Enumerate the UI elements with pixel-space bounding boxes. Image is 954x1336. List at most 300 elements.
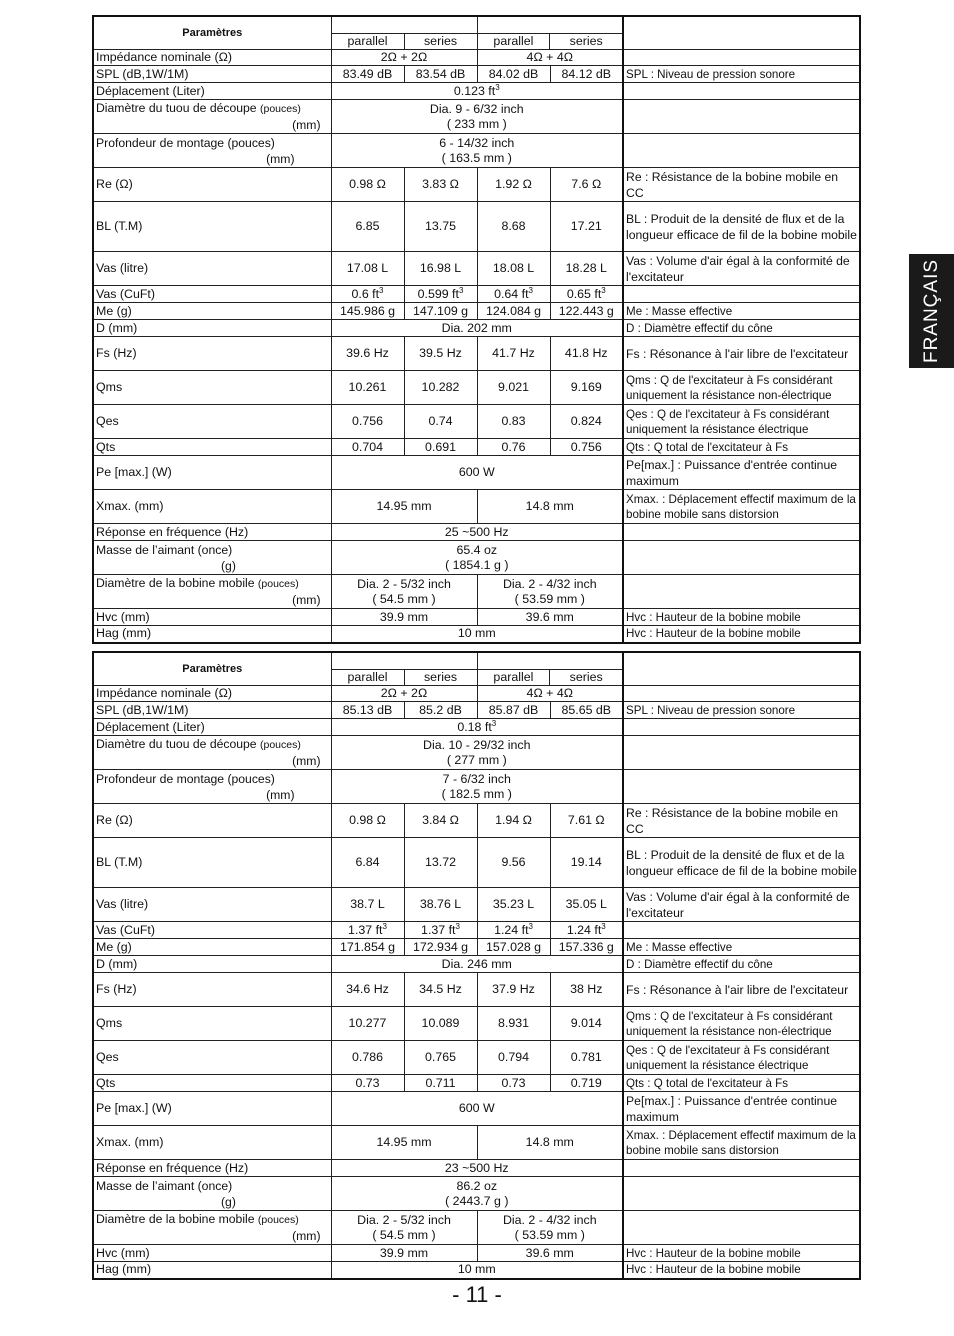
param-header bbox=[93, 16, 331, 50]
qms-cell bbox=[331, 371, 404, 405]
re-cell bbox=[477, 168, 550, 202]
table-row bbox=[93, 702, 860, 719]
me-label-text: Me (g) bbox=[96, 939, 132, 954]
impedance-a-cell bbox=[331, 686, 477, 702]
qes-value: 0.74 bbox=[428, 414, 453, 428]
coil-mm-label: (mm) bbox=[292, 1229, 321, 1243]
displacement-label bbox=[93, 83, 331, 100]
qes-value: 0.794 bbox=[498, 1050, 530, 1064]
fs-value: 39.6 Hz bbox=[346, 346, 389, 360]
xmax-b-cell bbox=[477, 1126, 623, 1160]
d-note bbox=[623, 956, 860, 973]
table-row bbox=[93, 838, 860, 888]
qms-value: 10.261 bbox=[348, 380, 387, 394]
me-value: 147.109 g bbox=[412, 303, 469, 318]
language-label: FRANÇAIS bbox=[920, 258, 942, 364]
qts-cell bbox=[404, 1075, 477, 1092]
re-label bbox=[93, 804, 331, 838]
spl-value: 85.87 dB bbox=[488, 702, 539, 717]
freq-label bbox=[93, 524, 331, 541]
table-row bbox=[93, 303, 860, 320]
fs-cell bbox=[550, 973, 623, 1007]
d-label bbox=[93, 956, 331, 973]
fs-cell bbox=[550, 337, 623, 371]
d-note-text: D : Diamètre effectif du cône bbox=[626, 321, 773, 335]
spl-cell bbox=[331, 702, 404, 719]
table-row bbox=[93, 719, 860, 736]
table-row bbox=[93, 575, 860, 609]
displacement-cell bbox=[331, 83, 623, 100]
fs-cell bbox=[477, 337, 550, 371]
qts-note bbox=[623, 1075, 860, 1092]
qts-cell bbox=[477, 439, 550, 456]
qes-cell bbox=[404, 405, 477, 439]
qes-cell bbox=[550, 405, 623, 439]
qms-note bbox=[623, 371, 860, 405]
spl-value: 83.49 dB bbox=[342, 66, 393, 81]
me-label bbox=[93, 939, 331, 956]
magnet-oz: 86.2 oz bbox=[456, 1178, 498, 1193]
empty-note bbox=[623, 575, 860, 609]
empty-note bbox=[623, 286, 860, 303]
bl-value: 19.14 bbox=[570, 855, 602, 869]
qes-note bbox=[623, 1041, 860, 1075]
hvc-a: 39.9 mm bbox=[379, 609, 429, 624]
hag-note bbox=[623, 626, 860, 643]
vas-cuft-value: 1.24 ft bbox=[566, 922, 602, 937]
hvc-note bbox=[623, 1245, 860, 1262]
vas-cuft-cell bbox=[550, 286, 623, 303]
cutout-mm-label: (mm) bbox=[292, 118, 321, 132]
coil-a-mm: ( 54.5 mm ) bbox=[372, 591, 436, 606]
table-row bbox=[93, 286, 860, 303]
spl-label bbox=[93, 702, 331, 719]
empty-note bbox=[623, 16, 860, 50]
re-label-text: Re (Ω) bbox=[96, 177, 133, 191]
magnet-cell bbox=[331, 1177, 623, 1211]
table-row bbox=[93, 956, 860, 973]
table-row bbox=[93, 83, 860, 100]
re-value: 7.6 Ω bbox=[571, 177, 602, 191]
xmax-note bbox=[623, 1126, 860, 1160]
vas-note-text: Vas : Volume d'air égal à la conformité de l'excitateur bbox=[626, 253, 850, 284]
spl-note bbox=[623, 702, 860, 719]
coil-mm-label: (mm) bbox=[292, 593, 321, 607]
coil-a-inch: Dia. 2 - 5/32 inch bbox=[357, 1212, 451, 1227]
bl-cell bbox=[477, 202, 550, 252]
cutout-unit: (pouces) bbox=[259, 103, 301, 115]
parallel-header: parallel bbox=[332, 670, 405, 685]
re-value: 1.94 Ω bbox=[495, 813, 532, 827]
re-value: 0.98 Ω bbox=[349, 813, 386, 827]
qms-cell bbox=[477, 371, 550, 405]
spl-note-text: SPL : Niveau de pression sonore bbox=[626, 703, 796, 717]
vas-cuft-cell bbox=[550, 922, 623, 939]
table-row bbox=[93, 626, 860, 643]
me-value: 157.336 g bbox=[558, 939, 614, 954]
pe-label bbox=[93, 456, 331, 490]
qts-value: 0.691 bbox=[425, 439, 457, 454]
vas-note bbox=[623, 252, 860, 286]
table-row bbox=[93, 524, 860, 541]
xmax-a-cell bbox=[331, 1126, 477, 1160]
vas-cuft-cell bbox=[477, 922, 550, 939]
fs-cell bbox=[404, 337, 477, 371]
displacement-value: 0.18 ft bbox=[457, 719, 492, 734]
vas-value: 18.28 L bbox=[565, 261, 607, 275]
qms-cell bbox=[477, 1007, 550, 1041]
displacement-label bbox=[93, 719, 331, 736]
table-row bbox=[93, 371, 860, 405]
cutout-inch: Dia. 10 - 29/32 inch bbox=[423, 737, 531, 752]
impedance-label bbox=[93, 50, 331, 66]
qts-cell bbox=[404, 439, 477, 456]
depth-label bbox=[93, 134, 331, 168]
depth-cell bbox=[331, 134, 623, 168]
spl-value: 84.02 dB bbox=[488, 66, 539, 81]
qms-note-text: Qms : Q de l'excitateur à Fs considérant uniquement la résistance non-électrique bbox=[626, 1009, 833, 1038]
spl-note bbox=[623, 66, 860, 83]
depth-label bbox=[93, 770, 331, 804]
bl-label bbox=[93, 202, 331, 252]
magnet-g-label: (g) bbox=[221, 1194, 236, 1209]
re-label-text: Re (Ω) bbox=[96, 813, 133, 827]
empty-note bbox=[623, 100, 860, 134]
spl-label-text: SPL (dB,1W/1M) bbox=[96, 66, 189, 81]
spl-cell bbox=[477, 702, 550, 719]
impedance-label bbox=[93, 686, 331, 702]
d-note-text: D : Diamètre effectif du cône bbox=[626, 957, 773, 971]
re-cell bbox=[404, 168, 477, 202]
pe-label-text: Pe [max.] (W) bbox=[96, 1101, 172, 1115]
coil-label-text: Diamètre de la bobine mobile bbox=[96, 576, 255, 590]
re-note bbox=[623, 804, 860, 838]
fs-value: 39.5 Hz bbox=[419, 346, 462, 360]
vas-cuft-value: 0.64 ft bbox=[494, 286, 529, 301]
empty-note bbox=[623, 134, 860, 168]
qms-value: 9.169 bbox=[570, 380, 602, 394]
xmax-label bbox=[93, 490, 331, 524]
fs-note bbox=[623, 337, 860, 371]
qts-value: 0.73 bbox=[355, 1075, 380, 1090]
re-cell bbox=[331, 168, 404, 202]
spec-table bbox=[92, 15, 861, 644]
depth-label-text: Profondeur de montage (pouces) bbox=[96, 771, 275, 786]
superscript: 3 bbox=[528, 921, 533, 931]
coil-b-cell bbox=[477, 1211, 623, 1245]
xmax-a: 14.95 mm bbox=[376, 1135, 432, 1149]
qes-note bbox=[623, 405, 860, 439]
cutout-inch: Dia. 9 - 6/32 inch bbox=[429, 101, 524, 116]
me-value: 145.986 g bbox=[339, 303, 396, 318]
qts-label-text: Qts bbox=[96, 1075, 116, 1090]
cutout-label-text: Diamètre du tuou de découpe bbox=[96, 737, 257, 751]
fs-note-text: Fs : Résonance à l'air libre de l'excitateur bbox=[626, 346, 849, 361]
vas-cell bbox=[331, 888, 404, 922]
d-cell bbox=[331, 320, 623, 337]
xmax-label-text: Xmax. (mm) bbox=[96, 1135, 164, 1149]
vas-label-text: Vas (litre) bbox=[96, 897, 149, 911]
fs-label-text: Fs (Hz) bbox=[96, 346, 137, 360]
empty-note bbox=[623, 1160, 860, 1177]
spl-note-text: SPL : Niveau de pression sonore bbox=[626, 67, 796, 81]
pe-note bbox=[623, 456, 860, 490]
re-cell bbox=[477, 804, 550, 838]
parallel-header: parallel bbox=[332, 34, 405, 49]
spl-cell bbox=[404, 702, 477, 719]
re-note-text: Re : Résistance de la bobine mobile en CC bbox=[626, 805, 839, 836]
cutout-label-text: Diamètre du tuou de découpe bbox=[96, 101, 257, 115]
me-note-text: Me : Masse effective bbox=[626, 304, 733, 318]
vas-cuft-cell bbox=[404, 922, 477, 939]
hvc-note bbox=[623, 609, 860, 626]
table-row bbox=[93, 202, 860, 252]
qes-cell bbox=[550, 1041, 623, 1075]
table-header-row bbox=[93, 652, 860, 686]
superscript: 3 bbox=[382, 921, 387, 931]
bl-note-text: BL : Produit de la densité de flux et de la longueur efficace de fil de la bobine mobile bbox=[626, 847, 857, 878]
xmax-note bbox=[623, 490, 860, 524]
cutout-mm-label: (mm) bbox=[292, 754, 321, 768]
hvc-b-cell bbox=[477, 1245, 623, 1262]
re-value: 1.92 Ω bbox=[495, 177, 532, 191]
qes-label-text: Qes bbox=[96, 414, 119, 428]
pe-label bbox=[93, 1092, 331, 1126]
coil-label bbox=[93, 575, 331, 609]
vas-label bbox=[93, 888, 331, 922]
qms-value: 10.282 bbox=[421, 380, 460, 394]
fs-value: 41.7 Hz bbox=[492, 346, 535, 360]
spl-label-text: SPL (dB,1W/1M) bbox=[96, 702, 189, 717]
magnet-g-label: (g) bbox=[221, 558, 236, 573]
qts-cell bbox=[550, 439, 623, 456]
cutout-cell bbox=[331, 100, 623, 134]
freq-label-text: Réponse en fréquence (Hz) bbox=[96, 524, 249, 539]
empty-note bbox=[623, 770, 860, 804]
pe-label-text: Pe [max.] (W) bbox=[96, 465, 172, 479]
superscript: 3 bbox=[379, 285, 384, 295]
empty-note bbox=[623, 1177, 860, 1211]
qes-cell bbox=[477, 405, 550, 439]
xmax-a: 14.95 mm bbox=[376, 499, 432, 513]
magnet-g: ( 1854.1 g ) bbox=[445, 557, 509, 572]
table-row bbox=[93, 804, 860, 838]
displacement-value: 0.123 ft bbox=[453, 83, 496, 98]
me-note bbox=[623, 939, 860, 956]
coil-a-mm: ( 54.5 mm ) bbox=[372, 1227, 436, 1242]
coil-label-text: Diamètre de la bobine mobile bbox=[96, 1212, 255, 1226]
hag-label-text: Hag (mm) bbox=[96, 1262, 152, 1277]
hag-note-text: Hvc : Hauteur de la bobine mobile bbox=[626, 627, 801, 641]
me-value: 171.854 g bbox=[339, 939, 396, 954]
fs-value: 37.9 Hz bbox=[492, 982, 535, 996]
qms-cell bbox=[404, 371, 477, 405]
freq-cell bbox=[331, 1160, 623, 1177]
table-row bbox=[93, 456, 860, 490]
superscript: 3 bbox=[601, 921, 606, 931]
hag-value: 10 mm bbox=[457, 626, 496, 641]
qes-value: 0.781 bbox=[570, 1050, 602, 1064]
coil-a-cell bbox=[331, 575, 477, 609]
hag-note-text: Hvc : Hauteur de la bobine mobile bbox=[626, 1263, 801, 1277]
re-label bbox=[93, 168, 331, 202]
qms-label bbox=[93, 1007, 331, 1041]
qes-note-text: Qes : Q de l'excitateur à Fs considérant uniquement la résistance électrique bbox=[626, 1043, 830, 1072]
pe-value: 600 W bbox=[458, 465, 495, 479]
superscript: 3 bbox=[495, 82, 500, 92]
freq-label bbox=[93, 1160, 331, 1177]
depth-cell bbox=[331, 770, 623, 804]
me-note-text: Me : Masse effective bbox=[626, 940, 733, 954]
spl-value: 85.65 dB bbox=[561, 702, 612, 717]
displacement-label-text: Déplacement (Liter) bbox=[96, 719, 205, 734]
qes-value: 0.765 bbox=[425, 1050, 457, 1064]
magnet-g: ( 2443.7 g ) bbox=[445, 1193, 509, 1208]
xmax-label-text: Xmax. (mm) bbox=[96, 499, 164, 513]
language-tab bbox=[909, 254, 954, 368]
vas-label-text: Vas (litre) bbox=[96, 261, 149, 275]
d-value: Dia. 246 mm bbox=[441, 956, 512, 971]
fs-value: 34.5 Hz bbox=[419, 982, 462, 996]
bl-cell bbox=[550, 202, 623, 252]
re-value: 7.61 Ω bbox=[567, 813, 605, 827]
superscript: 3 bbox=[528, 285, 533, 295]
d-cell bbox=[331, 956, 623, 973]
fs-cell bbox=[331, 973, 404, 1007]
empty-note bbox=[623, 736, 860, 770]
me-note bbox=[623, 303, 860, 320]
hag-cell bbox=[331, 626, 623, 643]
qts-cell bbox=[331, 439, 404, 456]
qes-note-text: Qes : Q de l'excitateur à Fs considérant uniquement la résistance électrique bbox=[626, 407, 830, 436]
table-row bbox=[93, 1007, 860, 1041]
fs-label bbox=[93, 973, 331, 1007]
impedance-b-cell bbox=[477, 686, 623, 702]
xmax-note-text: Xmax. : Déplacement effectif maximum de la bobine mobile sans distorsion bbox=[626, 1128, 856, 1157]
table-row bbox=[93, 168, 860, 202]
me-value: 172.934 g bbox=[412, 939, 469, 954]
fs-value: 38 Hz bbox=[570, 982, 603, 996]
hag-note bbox=[623, 1262, 860, 1279]
me-cell bbox=[550, 303, 623, 320]
qes-label bbox=[93, 405, 331, 439]
spec-table bbox=[92, 651, 861, 1280]
cutout-label bbox=[93, 736, 331, 770]
qts-value: 0.719 bbox=[570, 1075, 602, 1090]
fs-label-text: Fs (Hz) bbox=[96, 982, 137, 996]
page-number: - 11 - bbox=[452, 1282, 502, 1307]
vas-cuft-value: 0.65 ft bbox=[566, 286, 602, 301]
hag-label bbox=[93, 626, 331, 643]
empty-note bbox=[623, 541, 860, 575]
table-row bbox=[93, 686, 860, 702]
qms-value: 8.931 bbox=[498, 1016, 530, 1030]
table-row bbox=[93, 337, 860, 371]
fs-value: 41.8 Hz bbox=[564, 346, 608, 360]
fs-cell bbox=[404, 973, 477, 1007]
vas-cell bbox=[404, 888, 477, 922]
qts-label bbox=[93, 439, 331, 456]
parallel-header: parallel bbox=[478, 34, 551, 49]
re-cell bbox=[550, 168, 623, 202]
d-label-text: D (mm) bbox=[96, 956, 138, 971]
d-value: Dia. 202 mm bbox=[441, 320, 512, 335]
depth-label-text: Profondeur de montage (pouces) bbox=[96, 135, 275, 150]
bl-cell bbox=[331, 202, 404, 252]
fs-cell bbox=[331, 337, 404, 371]
qes-cell bbox=[331, 405, 404, 439]
qts-value: 0.76 bbox=[501, 439, 526, 454]
vas-cuft-value: 1.24 ft bbox=[494, 922, 529, 937]
pe-value: 600 W bbox=[458, 1101, 495, 1115]
qts-cell bbox=[331, 1075, 404, 1092]
me-value: 124.084 g bbox=[485, 303, 542, 318]
hvc-label-text: Hvc (mm) bbox=[96, 1245, 150, 1260]
qms-value: 9.014 bbox=[570, 1016, 602, 1030]
vas-cuft-value: 0.6 ft bbox=[351, 286, 380, 301]
spl-label bbox=[93, 66, 331, 83]
hvc-b: 39.6 mm bbox=[525, 609, 574, 624]
bl-value: 6.84 bbox=[355, 855, 380, 869]
magnet-cell bbox=[331, 541, 623, 575]
qts-note-text: Qts : Q total de l'excitateur à Fs bbox=[626, 1076, 789, 1090]
table-row bbox=[93, 1126, 860, 1160]
hvc-note-text: Hvc : Hauteur de la bobine mobile bbox=[626, 610, 801, 624]
depth-inch: 6 - 14/32 inch bbox=[439, 135, 515, 150]
table-row bbox=[93, 973, 860, 1007]
coil-b-cell bbox=[477, 575, 623, 609]
table-row bbox=[93, 541, 860, 575]
magnet-label-text: Masse de l’aimant (once) bbox=[96, 542, 233, 557]
vas-cuft-value: 1.37 ft bbox=[348, 922, 383, 937]
me-label bbox=[93, 303, 331, 320]
table-row bbox=[93, 1075, 860, 1092]
bl-note-text: BL : Produit de la densité de flux et de la longueur efficace de fil de la bobine mobile bbox=[626, 211, 857, 242]
vas-note-text: Vas : Volume d'air égal à la conformité de l'excitateur bbox=[626, 889, 850, 920]
qes-cell bbox=[477, 1041, 550, 1075]
qes-label bbox=[93, 1041, 331, 1075]
bl-value: 17.21 bbox=[570, 219, 602, 233]
vas-cuft-label bbox=[93, 286, 331, 303]
xmax-b: 14.8 mm bbox=[525, 1135, 574, 1149]
qts-value: 0.756 bbox=[570, 439, 602, 454]
me-value: 157.028 g bbox=[485, 939, 542, 954]
table-row bbox=[93, 66, 860, 83]
bl-label bbox=[93, 838, 331, 888]
qts-cell bbox=[550, 1075, 623, 1092]
me-label-text: Me (g) bbox=[96, 303, 132, 318]
pe-cell bbox=[331, 1092, 623, 1126]
bl-label-text: BL (T.M) bbox=[96, 855, 143, 869]
magnet-label bbox=[93, 1177, 331, 1211]
table-row bbox=[93, 1262, 860, 1279]
impedance-b: 4Ω + 4Ω bbox=[526, 50, 573, 64]
qms-cell bbox=[550, 371, 623, 405]
coil-b-inch: Dia. 2 - 4/32 inch bbox=[502, 576, 597, 591]
hvc-label bbox=[93, 1245, 331, 1262]
coil-b-mm: ( 53.59 mm ) bbox=[514, 1227, 585, 1242]
vas-cell bbox=[404, 252, 477, 286]
vas-cell bbox=[477, 888, 550, 922]
bl-value: 6.85 bbox=[355, 219, 380, 233]
coil-b-mm: ( 53.59 mm ) bbox=[514, 591, 585, 606]
me-cell bbox=[477, 939, 550, 956]
table-row bbox=[93, 490, 860, 524]
impedance-label-text: Impédance nominale (Ω) bbox=[96, 686, 232, 700]
magnet-oz: 65.4 oz bbox=[456, 542, 498, 557]
superscript: 3 bbox=[601, 285, 606, 295]
vas-cell bbox=[550, 888, 623, 922]
